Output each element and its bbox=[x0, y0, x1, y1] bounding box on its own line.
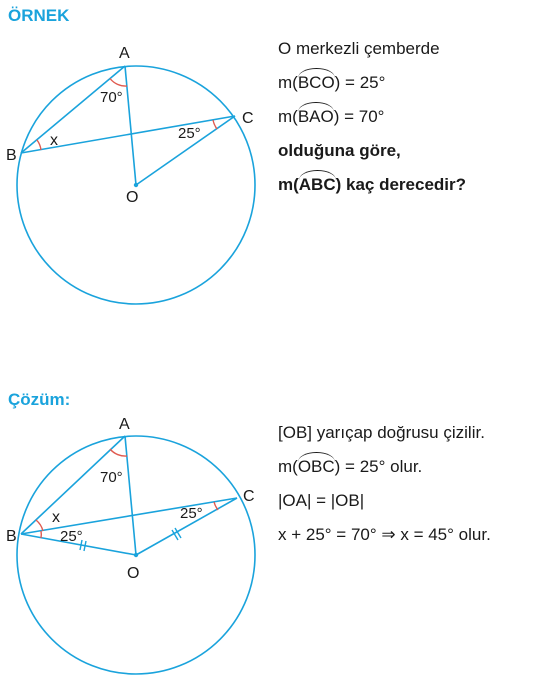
arc-obc: OBC bbox=[298, 450, 335, 484]
angle-c-mark bbox=[214, 502, 218, 510]
angle-a-value: 70° bbox=[100, 89, 123, 106]
angle-b-mark bbox=[37, 140, 41, 150]
angle-obc-value: 25° bbox=[60, 528, 83, 545]
example-figure bbox=[0, 30, 272, 320]
label-a: A bbox=[119, 45, 130, 62]
label-c: C bbox=[242, 110, 254, 127]
arc-bao: BAO bbox=[298, 100, 334, 134]
example-line-3: m(BAO) = 70° bbox=[278, 100, 466, 134]
example-heading: ÖRNEK bbox=[8, 6, 70, 25]
example-line-1: O merkezli çemberde bbox=[278, 39, 440, 58]
label-a: A bbox=[119, 416, 130, 433]
solution-line-4: x + 25° = 70° ⇒ x = 45° olur. bbox=[278, 525, 491, 544]
center-dot bbox=[134, 183, 138, 187]
example-line-4: olduğuna göre, bbox=[278, 141, 401, 160]
label-b: B bbox=[6, 528, 17, 545]
angle-a-mark bbox=[110, 79, 127, 87]
segment-ab bbox=[21, 66, 125, 153]
angle-a-value: 70° bbox=[100, 469, 123, 486]
solution-line-3: |OA| = |OB| bbox=[278, 491, 365, 510]
example-text bbox=[278, 32, 466, 202]
arc-bco: BCO bbox=[298, 66, 335, 100]
label-o: O bbox=[126, 189, 139, 206]
angle-c-value: 25° bbox=[180, 505, 203, 522]
solution-line-2: m(OBC) = 25° olur. bbox=[278, 450, 491, 484]
label-o: O bbox=[127, 565, 140, 582]
label-x: x bbox=[52, 509, 60, 526]
center-dot bbox=[134, 553, 138, 557]
tick-ob-2 bbox=[84, 541, 86, 551]
arc-abc: ABC bbox=[299, 168, 336, 202]
label-b: B bbox=[6, 147, 17, 164]
angle-a-mark bbox=[110, 449, 127, 456]
label-x: x bbox=[50, 132, 58, 149]
angle-c-mark bbox=[213, 120, 217, 129]
angle-c-value: 25° bbox=[178, 125, 201, 142]
solution-figure bbox=[0, 412, 272, 685]
angle-b-mark bbox=[36, 520, 43, 531]
solution-text bbox=[278, 416, 491, 552]
segment-ao bbox=[125, 436, 136, 555]
solution-heading: Çözüm: bbox=[8, 390, 71, 409]
example-line-5: m(ABC) kaç derecedir? bbox=[278, 168, 466, 202]
solution-line-1: [OB] yarıçap doğrusu çizilir. bbox=[278, 423, 485, 442]
example-line-2: m(BCO) = 25° bbox=[278, 66, 466, 100]
segment-ao bbox=[125, 66, 136, 185]
label-c: C bbox=[243, 488, 255, 505]
